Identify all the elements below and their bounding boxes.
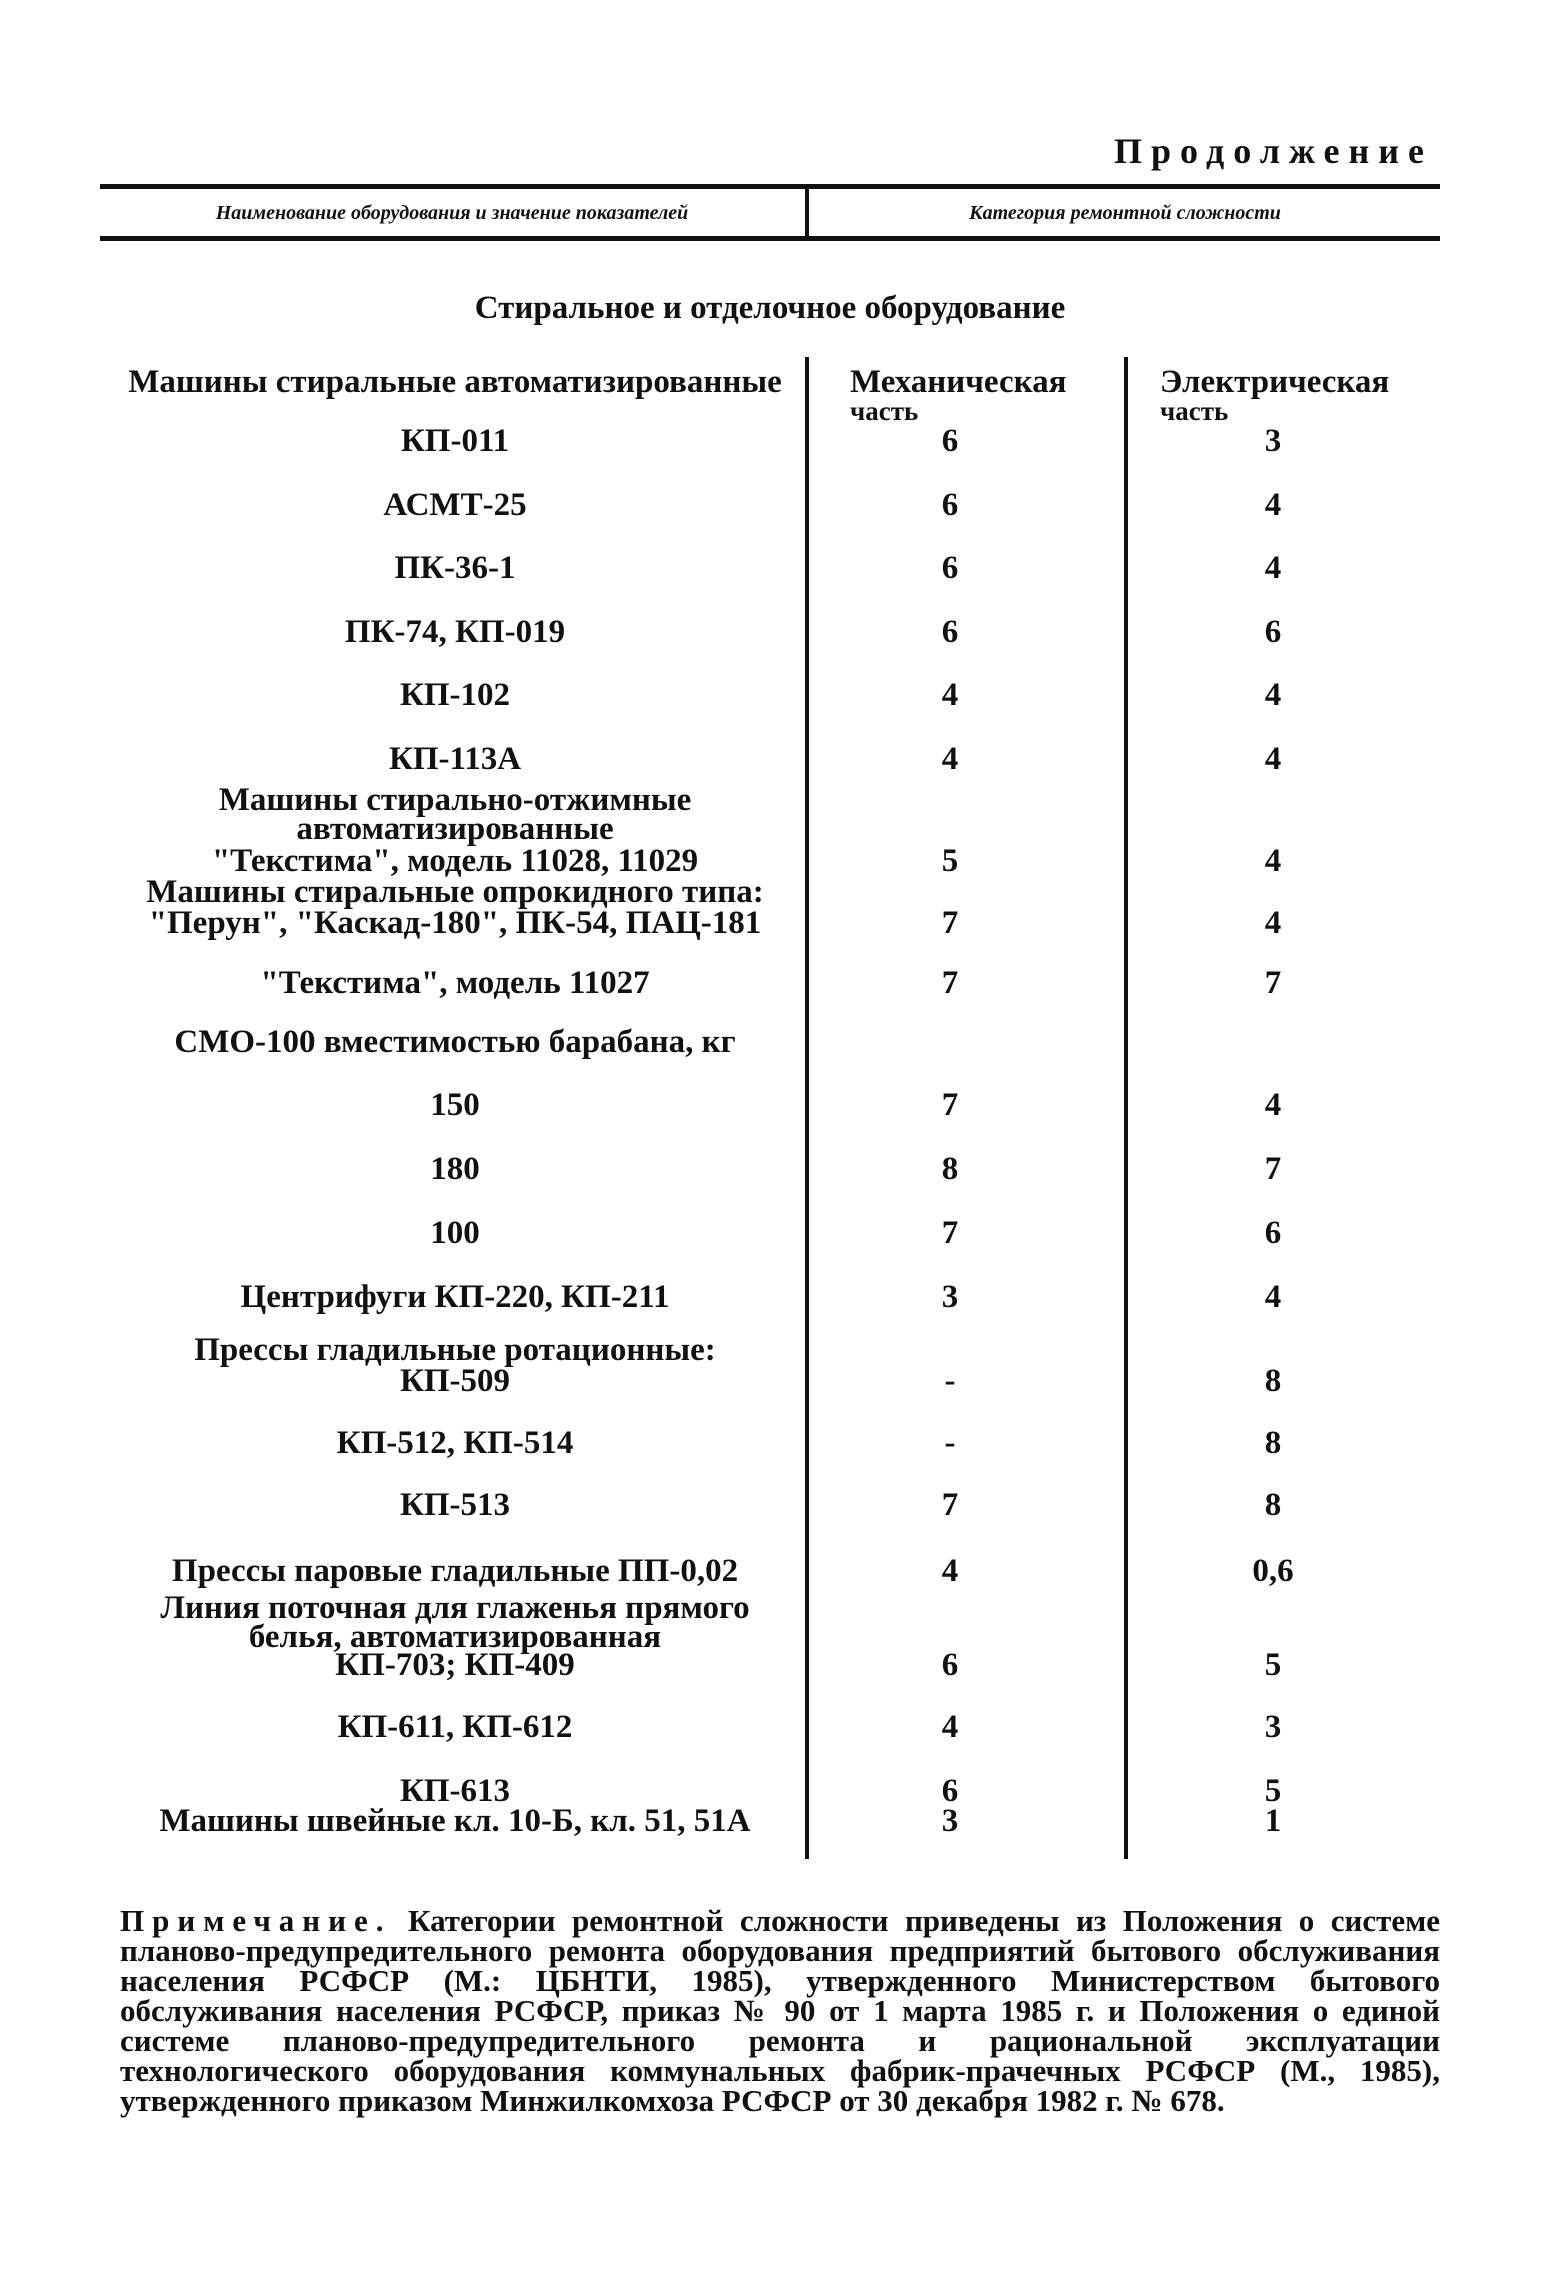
equipment-name: ПК-36-1 (394, 550, 516, 586)
mechanical-value: 8 (941, 1151, 959, 1187)
section-title: Стиральное и отделочное оборудование (474, 290, 1066, 326)
table-row (0, 965, 1545, 1010)
table-row (0, 1215, 1545, 1260)
electrical-value: 8 (1264, 1487, 1282, 1523)
table-row (0, 677, 1545, 722)
mechanical-value: 6 (941, 423, 959, 459)
table-row (0, 905, 1545, 950)
table-row (0, 614, 1545, 659)
equipment-name: "Текстима", модель 11028, 11029 (211, 843, 699, 879)
header-col-equipment: Наименование оборудования и значение показателей (215, 201, 689, 224)
elec-head-line1: Электрическая (1160, 364, 1390, 400)
caption-smo100: СМО-100 вместимостью барабана, кг (174, 1024, 736, 1060)
electrical-value: 4 (1264, 1087, 1282, 1123)
mechanical-value: - (944, 1425, 956, 1461)
electrical-value: 4 (1264, 550, 1282, 586)
table-row (0, 843, 1545, 888)
footnote (120, 1903, 1440, 2118)
table-row (0, 487, 1545, 532)
table-row (0, 1553, 1545, 1598)
equipment-name: Машины швейные кл. 10-Б, кл. 51, 51А (159, 1803, 751, 1839)
table-row (0, 1279, 1545, 1324)
equipment-name: Прессы паровые гладильные ПП-0,02 (171, 1553, 739, 1589)
mechanical-value: 6 (941, 614, 959, 650)
electrical-value: 4 (1264, 905, 1282, 941)
mechanical-value: 4 (941, 1553, 959, 1589)
table-row (0, 1709, 1545, 1754)
mechanical-value: 3 (941, 1279, 959, 1315)
table-row (0, 1151, 1545, 1196)
equipment-name: АСМТ-25 (383, 487, 527, 523)
mechanical-value: 7 (941, 1215, 959, 1251)
electrical-value: 6 (1264, 614, 1282, 650)
electrical-value: 4 (1264, 741, 1282, 777)
equipment-name: КП-611, КП-612 (337, 1709, 573, 1745)
mechanical-value: 4 (941, 1709, 959, 1745)
mechanical-value: 4 (941, 741, 959, 777)
caption-wash-spin: Машины стирально-отжимные автоматизированные (218, 782, 692, 847)
caption-ironing-presses: Прессы гладильные ротационные: (194, 1332, 716, 1368)
electrical-value: 4 (1264, 1279, 1282, 1315)
equipment-name: ПК-74, КП-019 (344, 614, 566, 650)
column-head-mechanical (850, 364, 1067, 426)
table-row (0, 1487, 1545, 1532)
column-head-electrical (1160, 364, 1390, 426)
electrical-value: 8 (1264, 1363, 1282, 1399)
electrical-value: 4 (1264, 677, 1282, 713)
column-head-name: Машины стиральные автоматизированные (128, 364, 782, 400)
footnote-text: Категории ремонтной сложности приведены из Положения о системе планово-предупредительного ремонта оборудования предприятий бытового обслуживания населения РСФСР (М.: ЦБНТИ, 1985), утвержденного Министерством бытового обслуживания населения РСФСР, приказ № 90 от 1 марта 1985 г. и Положения о единой системе планово-предупредительного ремонта и рациональной эксплуатации технологического оборудования коммунальных фабрик-прачечных РСФСР (М., 1985), утвержденного приказом Минжилкомхоза РСФСР от 30 декабря 1982 г. № 678. (120, 1903, 1440, 2118)
equipment-name: КП-102 (399, 677, 511, 713)
electrical-value: 4 (1264, 487, 1282, 523)
mechanical-value: 7 (941, 1487, 959, 1523)
table-row (0, 741, 1545, 786)
equipment-name: "Текстима", модель 11027 (260, 965, 650, 1001)
table-row (0, 1425, 1545, 1470)
equipment-name: КП-512, КП-514 (336, 1425, 574, 1461)
mech-head-line1: Механическая (850, 364, 1067, 400)
mechanical-value: 6 (941, 1773, 959, 1809)
mech-head-line2: часть (850, 396, 919, 426)
mechanical-value: 6 (941, 487, 959, 523)
equipment-name: КП-513 (399, 1487, 511, 1523)
mechanical-value: 6 (941, 550, 959, 586)
electrical-value: 3 (1264, 1709, 1282, 1745)
table-row (0, 1087, 1545, 1132)
equipment-name: Центрифуги КП-220, КП-211 (240, 1279, 670, 1315)
continuation-label: Продолжение (1114, 131, 1433, 171)
equipment-name: КП-113А (388, 741, 522, 777)
electrical-value: 5 (1264, 1773, 1282, 1809)
equipment-name: КП-011 (400, 423, 510, 459)
electrical-value: 8 (1264, 1425, 1282, 1461)
mechanical-value: 7 (941, 1087, 959, 1123)
footnote-lead: Примечание. (120, 1903, 392, 1938)
table-row (0, 1363, 1545, 1408)
mechanical-value: 5 (941, 843, 959, 879)
mechanical-value: 7 (941, 905, 959, 941)
mechanical-value: 4 (941, 677, 959, 713)
electrical-value: 0,6 (1252, 1553, 1294, 1589)
equipment-name: "Перун", "Каскад-180", ПК-54, ПАЦ-181 (148, 905, 762, 941)
table-row (0, 550, 1545, 595)
table-row (0, 1647, 1545, 1692)
electrical-value: 5 (1264, 1647, 1282, 1683)
header-col-category: Категория ремонтной сложности (969, 201, 1281, 224)
elec-head-line2: часть (1160, 396, 1229, 426)
mechanical-value: - (944, 1363, 956, 1399)
equipment-name: 150 (430, 1087, 480, 1123)
caption-flow-line: Линия поточная для глаженья прямого белья, автоматизированная (160, 1590, 750, 1655)
equipment-name: 180 (430, 1151, 480, 1187)
header-top-rule (100, 184, 1440, 189)
electrical-value: 6 (1264, 1215, 1282, 1251)
electrical-value: 1 (1264, 1803, 1282, 1839)
table-row (0, 423, 1545, 468)
mechanical-value: 6 (941, 1647, 959, 1683)
header-divider (805, 184, 809, 241)
equipment-name: КП-703; КП-409 (335, 1647, 575, 1683)
electrical-value: 3 (1264, 423, 1282, 459)
equipment-name: КП-613 (399, 1773, 511, 1809)
electrical-value: 7 (1264, 1151, 1282, 1187)
table-row (0, 1803, 1545, 1848)
mechanical-value: 3 (941, 1803, 959, 1839)
electrical-value: 4 (1264, 843, 1282, 879)
caption-tilting: Машины стиральные опрокидного типа: (146, 874, 764, 910)
header-bottom-rule (100, 236, 1440, 241)
equipment-name: 100 (430, 1215, 480, 1251)
mechanical-value: 7 (941, 965, 959, 1001)
electrical-value: 7 (1264, 965, 1282, 1001)
equipment-name: КП-509 (399, 1363, 511, 1399)
